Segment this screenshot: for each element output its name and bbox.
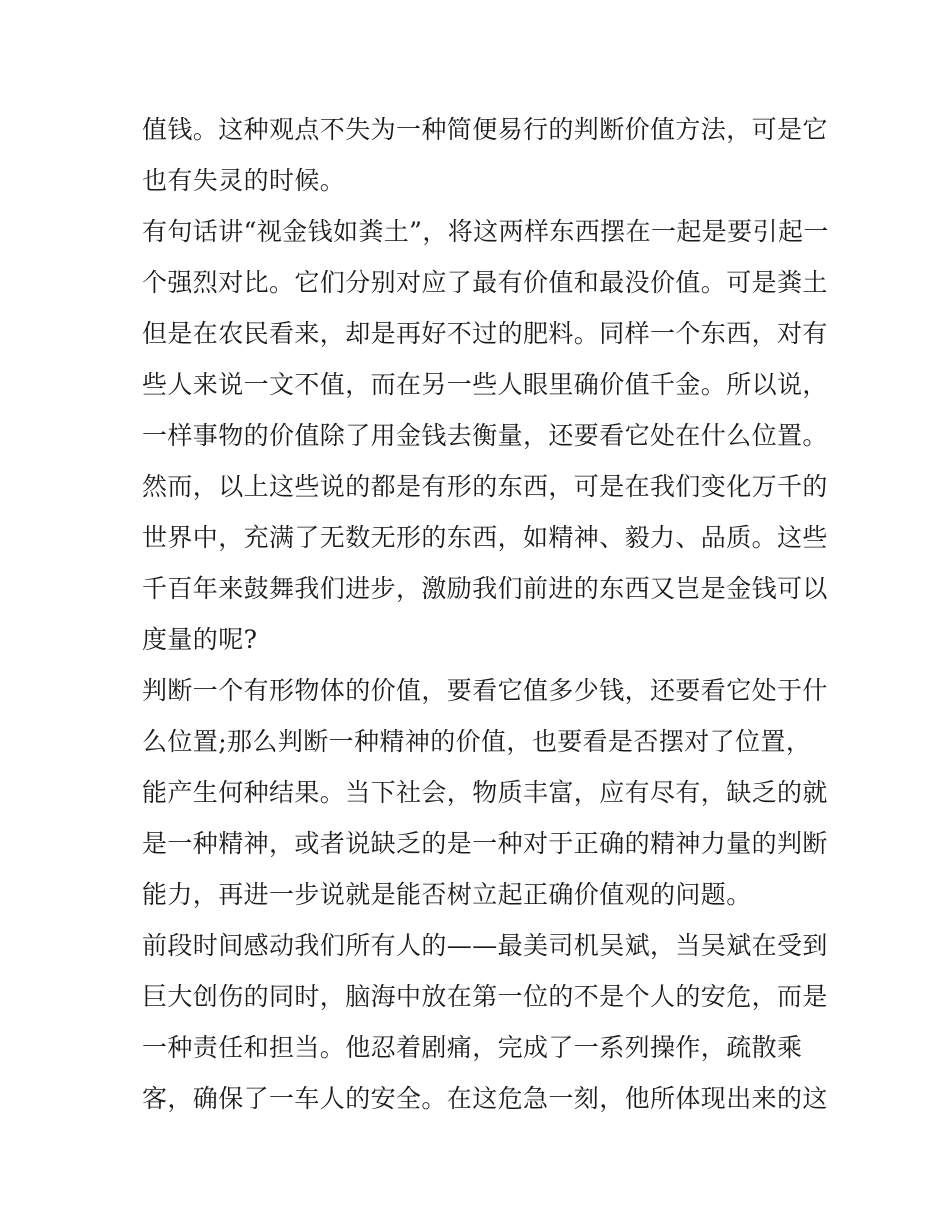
text-line: 值钱。这种观点不失为一种简便易行的判断价值方法，可是它 — [142, 115, 828, 144]
text-line: 能产生何种结果。当下社会，物质丰富，应有尽有，缺乏的就 — [142, 778, 828, 807]
text-line: 也有失灵的时候。 — [142, 166, 346, 195]
text-line: 客，确保了一车人的安全。在这危急一刻，他所体现出来的这 — [142, 1084, 828, 1113]
text-line: 一样事物的价值除了用金钱去衡量，还要看它处在什么位置。 — [142, 421, 828, 450]
text-line: 但是在农民看来，却是再好不过的肥料。同样一个东西，对有 — [142, 319, 828, 348]
text-line: 么位置;那么判断一种精神的价值，也要看是否摆对了位置， — [142, 727, 812, 756]
text-line: 些人来说一文不值，而在另一些人眼里确价值千金。所以说， — [142, 370, 828, 399]
text-line: 一种责任和担当。他忍着剧痛，完成了一系列操作，疏散乘 — [142, 1033, 803, 1062]
text-line: 然而，以上这些说的都是有形的东西，可是在我们变化万千的 — [142, 472, 828, 501]
text-line: 度量的呢? — [142, 625, 258, 654]
text-line: 有句话讲“视金钱如粪土”，将这两样东西摆在一起是要引起一 — [142, 217, 829, 246]
text-line: 个强烈对比。它们分别对应了最有价值和最没价值。可是粪土 — [142, 268, 828, 297]
text-line: 能力，再进一步说就是能否树立起正确价值观的问题。 — [142, 880, 752, 909]
body-text — [142, 104, 829, 1124]
text-line: 千百年来鼓舞我们进步，激励我们前进的东西又岂是金钱可以 — [142, 574, 828, 603]
text-line: 世界中，充满了无数无形的东西，如精神、毅力、品质。这些 — [142, 523, 828, 552]
text-line: 是一种精神，或者说缺乏的是一种对于正确的精神力量的判断 — [142, 829, 828, 858]
text-line: 前段时间感动我们所有人的——最美司机吴斌，当吴斌在受到 — [142, 931, 828, 960]
text-line: 巨大创伤的同时，脑海中放在第一位的不是个人的安危，而是 — [142, 982, 828, 1011]
text-line: 判断一个有形物体的价值，要看它值多少钱，还要看它处于什 — [142, 676, 828, 705]
